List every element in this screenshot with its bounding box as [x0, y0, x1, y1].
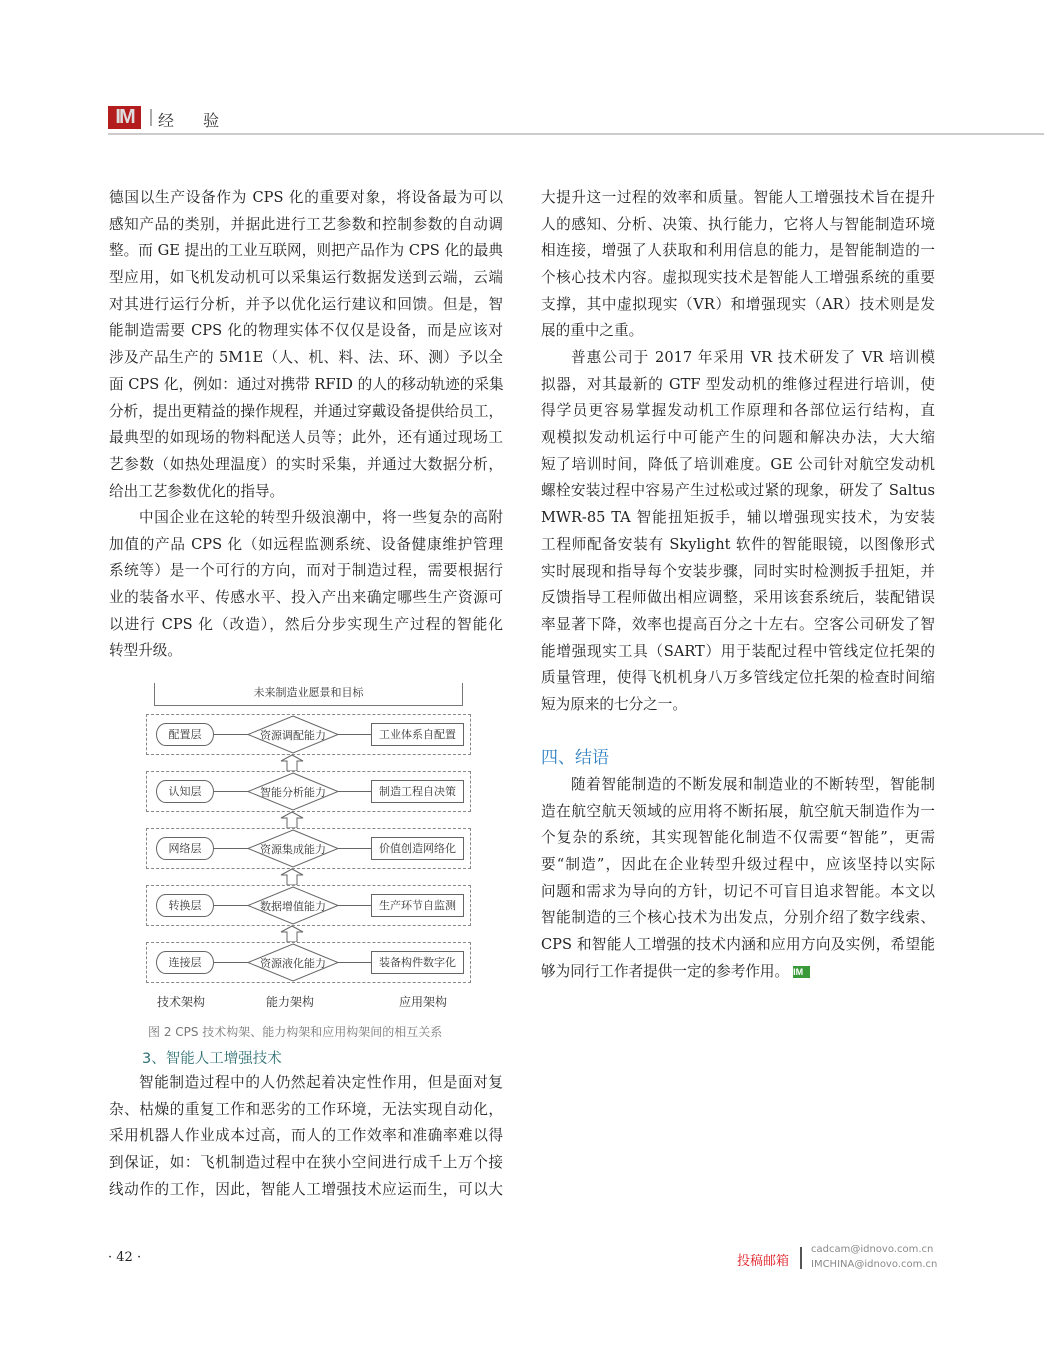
- subheading: 3、智能人工增强技术: [142, 1051, 282, 1067]
- up-arrow-icon: [280, 811, 304, 828]
- text-line: 加值的产品 CPS 化（如远程监测系统、设备健康维护管理: [109, 535, 503, 553]
- text-line: 中国企业在这轮的转型升级浪潮中，将一些复杂的高附: [139, 509, 503, 526]
- figure-caption: 图 2 CPS 技术构架、能力构架和应用构架间的相互关系: [148, 1025, 443, 1039]
- figure-row: [146, 714, 471, 755]
- page-number: · 42 ·: [108, 1250, 142, 1265]
- ability-label: 智能分析能力: [260, 786, 326, 799]
- text-line: 涉及产品生产的 5M1E（人、机、料、法、环、测）予以全: [109, 349, 503, 367]
- text-line: 相连接，增强了人获取和利用信息的能力，是智能制造的一: [541, 242, 935, 260]
- text-line: 率显著下降，效率也提高百分之十左右。空客公司研发了智: [541, 615, 935, 633]
- ability-label: 资源调配能力: [260, 729, 326, 742]
- text-line: 对其进行运行分析，并予以优化运行建议和回馈。但是，智: [109, 295, 503, 313]
- text-line: 质量管理，使得飞机机身八万多管线定位托架的检查时间缩: [541, 669, 935, 687]
- text-line: 面 CPS 化，例如：通过对携带 RFID 的人的移动轨迹的采集: [109, 375, 504, 393]
- layer-cylinder: 配置层: [156, 723, 214, 746]
- text-line: 杂、枯燥的重复工作和恶劣的工作环境，无法实现自动化，: [109, 1100, 503, 1118]
- text-line: 给出工艺参数优化的指导。: [109, 482, 285, 500]
- end-mark-logo: IM: [793, 966, 810, 978]
- up-arrow-icon: [280, 868, 304, 885]
- ability-diamond: [247, 829, 339, 868]
- text-line: 德国以生产设备作为 CPS 化的重要对象，将设备最为可以: [109, 189, 503, 206]
- mail-address[interactable]: IMCHINA@idnovo.com.cn: [811, 1259, 938, 1270]
- up-arrow-icon: [280, 754, 304, 771]
- section-heading: 四、结语: [541, 748, 609, 768]
- paragraph: [541, 185, 935, 345]
- figure-row: [146, 942, 471, 983]
- layer-cylinder: 网络层: [156, 837, 214, 860]
- text-line: 随着智能制造的不断发展和制造业的不断转型，智能制: [571, 776, 935, 793]
- connector: [337, 734, 372, 735]
- ability-diamond: [247, 772, 339, 811]
- text-line: 感知产品的类别，并据此进行工艺参数和控制参数的自动调: [109, 215, 503, 233]
- paragraph: [541, 345, 935, 719]
- text-line: 业的装备水平、传感水平、投入产出来确定哪些生产资源可: [109, 589, 503, 607]
- text-line: 拟器，对其最新的 GTF 型发动机的维修过程进行培训，使: [541, 375, 935, 393]
- text-line: 系统等）是一个可行的方向，而对于制造过程，需要根据行: [109, 562, 503, 580]
- figure-row: [146, 885, 471, 926]
- text-line: 能制造需要 CPS 化的物理实体不仅仅是设备，而是应该对: [109, 322, 503, 340]
- text-line: 采用机器人作业成本过高，而人的工作效率和准确率难以得: [109, 1127, 503, 1145]
- text-line: 以进行 CPS 化（改造），然后分步实现生产过程的智能化: [109, 615, 503, 633]
- text-line: 型应用，如飞机发动机可以采集运行数据发送到云端，云端: [109, 269, 503, 287]
- text-line: 展的重中之重。: [541, 322, 644, 340]
- paragraph: [541, 772, 935, 986]
- text-line: 实时展现和指导每个安装步骤，同时实时检测扳手扭矩，并: [541, 562, 935, 580]
- text-line: 够为同行工作者提供一定的参考作用。 IM: [541, 959, 935, 986]
- text-line: 线动作的工作，因此，智能人工增强技术应运而生，可以大: [109, 1180, 503, 1198]
- ability-diamond: [247, 886, 339, 925]
- text-line: 螺栓安装过程中容易产生过松或过紧的现象，研发了 Saltus: [541, 482, 935, 500]
- magazine-logo: IM: [108, 106, 141, 129]
- connector: [214, 848, 249, 849]
- mail-address[interactable]: cadcam@idnovo.com.cn: [811, 1244, 934, 1255]
- text-line: 大提升这一过程的效率和质量。智能人工增强技术旨在提升: [541, 189, 935, 206]
- ability-label: 资源集成能力: [260, 843, 326, 856]
- connector: [214, 791, 249, 792]
- text-line: 短为原来的七分之一。: [541, 695, 687, 713]
- ability-diamond: [247, 943, 339, 982]
- connector: [214, 962, 249, 963]
- paragraph: [109, 505, 503, 665]
- text-line: 人的感知、分析、决策、执行能力，它将人与智能制造环境: [541, 215, 935, 233]
- header-rule: [108, 133, 1044, 135]
- application-box: 生产环节自监测: [371, 894, 464, 917]
- text-line: 要“制造”，因此在企业转型升级过程中，应该坚持以实际: [541, 856, 935, 874]
- text-line: 普惠公司于 2017 年采用 VR 技术研发了 VR 培训模: [571, 349, 935, 366]
- divider: [800, 1247, 802, 1269]
- text-line: 艺参数（如热处理温度）的实时采集，并通过大数据分析，: [109, 455, 503, 473]
- application-box: 工业体系自配置: [371, 723, 464, 746]
- section-title: 经 验: [158, 111, 232, 130]
- paragraph: [109, 185, 503, 505]
- text-line: 问题和需求为导向的方针，切记不可盲目追求智能。本文以: [541, 882, 935, 900]
- text-line: 短了培训时间，降低了培训难度。GE 公司针对航空发动机: [541, 455, 935, 473]
- figure-row: [146, 828, 471, 869]
- text-line: 观模拟发动机运行中可能产生的问题和解决办法，大大缩: [541, 429, 935, 447]
- layer-cylinder: 转换层: [156, 894, 214, 917]
- connector: [337, 905, 372, 906]
- text-line: 能增强现实工具（SART）用于装配过程中管线定位托架的: [541, 642, 935, 660]
- application-box: 制造工程自决策: [371, 780, 464, 803]
- text-line: 最典型的如现场的物料配送人员等；此外，还有通过现场工: [109, 429, 503, 447]
- layer-cylinder: 连接层: [156, 951, 214, 974]
- text-line: 造在航空航天领域的应用将不断拓展，航空航天制造作为一: [541, 802, 935, 820]
- text-line: 得学员更容易掌握发动机工作原理和各部位运行结构，直: [541, 402, 935, 420]
- text-line: 反馈指导工程师做出相应调整，采用该套系统后，装配错误: [541, 589, 935, 607]
- text-line: CPS 和智能人工增强的技术内涵和应用方向及实例，希望能: [541, 936, 935, 954]
- ability-diamond: [247, 715, 339, 754]
- divider: [150, 109, 152, 126]
- application-box: 装备构件数字化: [371, 951, 464, 974]
- ability-label: 数据增值能力: [260, 900, 326, 913]
- axis-label: 应用架构: [399, 995, 448, 1009]
- connector: [337, 848, 372, 849]
- connector: [214, 734, 249, 735]
- text-line: MWR-85 TA 智能扭矩扳手，辅以增强现实技术，为安装: [541, 509, 935, 527]
- ability-label: 资源液化能力: [260, 957, 326, 970]
- text-line: 智能制造的三个核心技术为出发点，分别介绍了数字线索、: [541, 909, 935, 927]
- text-line: 智能制造过程中的人仍然起着决定性作用，但是面对复: [139, 1074, 503, 1091]
- text-line: 到保证，如：飞机制造过程中在狭小空间进行成千上万个接: [109, 1154, 503, 1172]
- application-box: 价值创造网络化: [371, 837, 464, 860]
- connector: [337, 791, 372, 792]
- text-line: 分析，提出更精益的操作规程，并通过穿戴设备提供给员工，: [109, 402, 504, 420]
- text-line: 支撑，其中虚拟现实（VR）和增强现实（AR）技术则是发: [541, 295, 935, 313]
- axis-label: 技术架构: [157, 995, 206, 1009]
- figure-row: [146, 771, 471, 812]
- connector: [337, 962, 372, 963]
- connector: [214, 905, 249, 906]
- paragraph: [109, 1070, 503, 1203]
- text-line: 工程师配备安装有 Skylight 软件的智能眼镜，以图像形式: [541, 535, 935, 553]
- up-arrow-icon: [280, 925, 304, 942]
- figure-top-box: 未来制造业愿景和目标: [154, 683, 463, 706]
- text-line: 转型升级。: [109, 642, 182, 660]
- text-line: 个核心技术内容。虚拟现实技术是智能人工增强系统的重要: [541, 269, 935, 287]
- layer-cylinder: 认知层: [156, 780, 214, 803]
- mail-label: 投稿邮箱: [737, 1254, 790, 1269]
- text-line: 个复杂的系统，其实现智能化制造不仅需要“智能”，更需: [541, 829, 935, 847]
- text-line: 整。而 GE 提出的工业互联网，则把产品作为 CPS 化的最典: [109, 242, 503, 260]
- axis-label: 能力架构: [266, 995, 315, 1009]
